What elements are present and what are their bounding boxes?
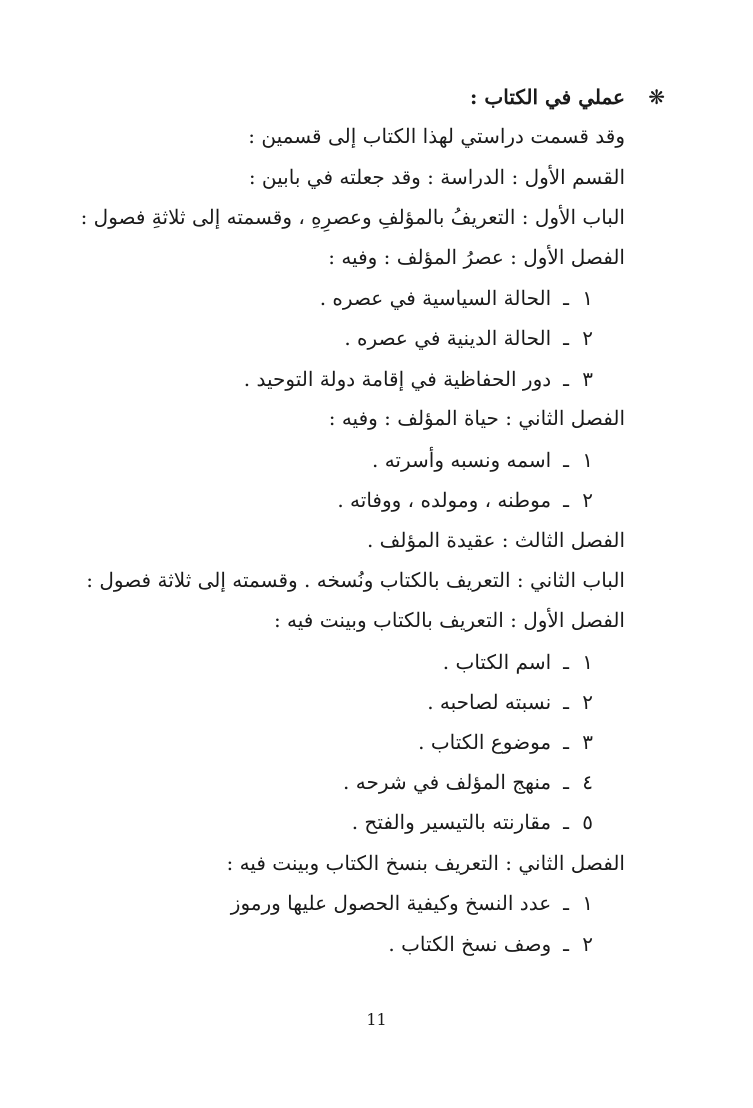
list-item: [344, 323, 593, 353]
chapter-one-title: الباب الأول : التعريفُ بالمؤلفِ وعصرِهِ ، وقسمته إلى ثلاثةِ فصول :: [80, 205, 625, 229]
item-text: الحالة الدينية في عصره .: [344, 326, 552, 350]
item-text: وصف نسخ الكتاب .: [388, 932, 552, 956]
asterism-icon: ❋: [648, 85, 665, 109]
ch2-section-two-title: الفصل الثاني : التعريف بنسخ الكتاب وبينت فيه :: [226, 851, 625, 875]
page-number: 11: [366, 1010, 387, 1029]
item-text: موضوع الكتاب .: [418, 730, 552, 754]
list-item: [418, 727, 593, 757]
item-dash: ـ: [563, 650, 569, 674]
ch1-section-three-title: الفصل الثالث : عقيدة المؤلف .: [366, 528, 625, 552]
item-number: ٢: [582, 326, 593, 350]
item-dash: ـ: [563, 891, 569, 915]
item-text: مقارنته بالتيسير والفتح .: [351, 810, 552, 834]
item-number: ١: [582, 448, 593, 472]
item-number: ١: [582, 286, 593, 310]
item-number: ٢: [582, 690, 593, 714]
item-dash: ـ: [563, 690, 569, 714]
item-dash: ـ: [563, 810, 569, 834]
item-dash: ـ: [563, 286, 569, 310]
list-item: [427, 687, 593, 717]
chapter-two-title: الباب الثاني : التعريف بالكتاب ونُسخه . وقسمته إلى ثلاثة فصول :: [86, 568, 625, 592]
intro-paragraph: وقد قسمت دراستي لهذا الكتاب إلى قسمين :: [248, 124, 625, 148]
list-item: [244, 364, 593, 394]
item-dash: ـ: [563, 932, 569, 956]
item-number: ٢: [582, 488, 593, 512]
item-dash: ـ: [563, 367, 569, 391]
item-number: ٤: [582, 770, 593, 794]
item-number: ٣: [582, 367, 593, 391]
item-number: ٥: [582, 810, 593, 834]
item-number: ٣: [582, 730, 593, 754]
list-item: [352, 807, 593, 837]
ch1-section-two-title: الفصل الثاني : حياة المؤلف : وفيه :: [328, 406, 625, 430]
item-text: اسم الكتاب .: [442, 650, 552, 674]
item-text: موطنه ، ومولده ، ووفاته .: [337, 488, 552, 512]
list-item: [343, 767, 593, 797]
part-one-title: القسم الأول : الدراسة : وقد جعلته في بابين :: [248, 165, 625, 189]
item-dash: ـ: [563, 730, 569, 754]
item-dash: ـ: [563, 488, 569, 512]
item-dash: ـ: [563, 770, 569, 794]
item-number: ١: [582, 891, 593, 915]
item-text: اسمه ونسبه وأسرته .: [371, 448, 552, 472]
item-dash: ـ: [563, 326, 569, 350]
item-text: الحالة السياسية في عصره .: [319, 286, 552, 310]
ch1-section-one-title: الفصل الأول : عصرُ المؤلف : وفيه :: [328, 245, 625, 269]
list-item: [388, 929, 593, 959]
list-item: [337, 485, 593, 515]
list-item: [231, 888, 593, 918]
list-item: [320, 283, 593, 313]
list-item: [443, 647, 593, 677]
item-number: ٢: [582, 932, 593, 956]
section-heading: عملي في الكتاب :: [470, 85, 625, 109]
item-dash: ـ: [563, 448, 569, 472]
list-item: [372, 445, 593, 475]
item-text: منهج المؤلف في شرحه .: [343, 770, 552, 794]
ch2-section-one-title: الفصل الأول : التعريف بالكتاب وبينت فيه :: [273, 608, 625, 632]
item-text: دور الحفاظية في إقامة دولة التوحيد .: [243, 367, 552, 391]
item-number: ١: [582, 650, 593, 674]
item-text: نسبته لصاحبه .: [427, 690, 552, 714]
item-text: عدد النسخ وكيفية الحصول عليها ورموز: [230, 891, 552, 915]
